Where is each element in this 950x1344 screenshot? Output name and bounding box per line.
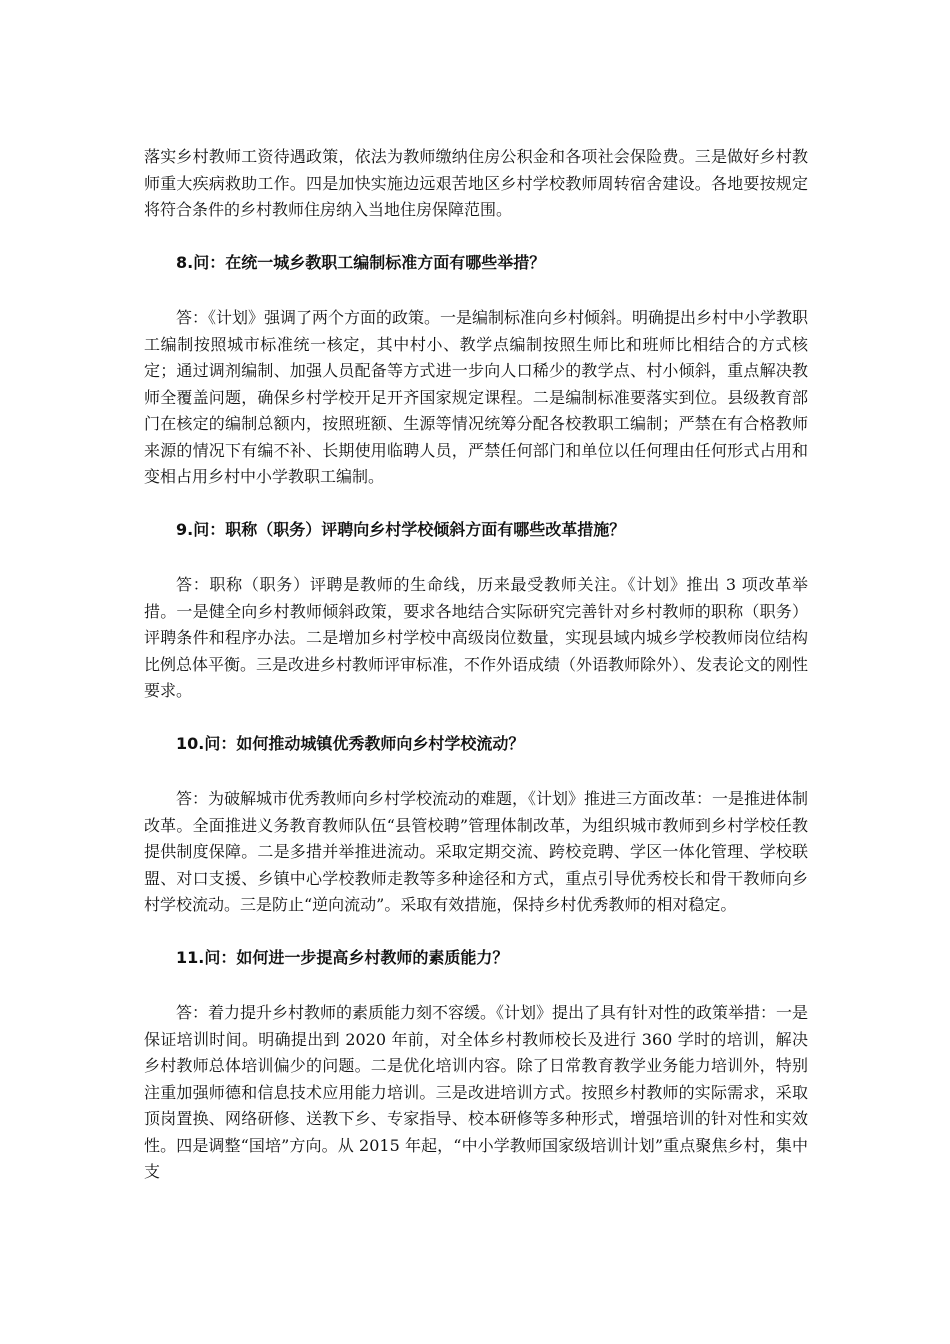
document-page <box>144 144 808 1186</box>
question-11: 11.问：如何进一步提高乡村教师的素质能力？ <box>176 947 509 967</box>
question-10: 10.问：如何推动城镇优秀教师向乡村学校流动？ <box>176 733 525 753</box>
question-8: 8.问：在统一城乡教职工编制标准方面有哪些举措？ <box>176 252 546 272</box>
answer-9: 答：职称（职务）评聘是教师的生命线，历来最受教师关注。《计划》推出 3 项改革举措。一是健全向乡村教师倾斜政策，要求各地结合实际研究完善针对乡村教师的职称（职务）评聘条件和程序办法。二是增加乡村学校中高级岗位数量，实现县域内城乡学校教师岗位结构比例总体平衡。三是改进乡村教师评审标准，不作外语成绩（外语教师除外）、发表论文的刚性要求。 <box>144 575 809 700</box>
answer-11: 答：着力提升乡村教师的素质能力刻不容缓。《计划》提出了具有针对性的政策举措：一是保证培训时间。明确提出到 2020 年前，对全体乡村教师校长及进行 360 学时的培训，解决乡村教师总体培训偏少的问题。二是优化培训内容。除了日常教育教学业务能力培训外，特别注重加强师德和信息技术应用能力培训。三是改进培训方式。按照乡村教师的实际需求，采取顶岗置换、网络研修、送教下乡、专家指导、校本研修等多种形式，增强培训的针对性和实效性。四是调整“国培”方向。从 2015 年起，“中小学教师国家级培训计划”重点聚焦乡村，集中支 <box>144 1003 809 1181</box>
question-9: 9.问：职称（职务）评聘向乡村学校倾斜方面有哪些改革措施？ <box>176 519 626 539</box>
answer-10: 答：为破解城市优秀教师向乡村学校流动的难题，《计划》推进三方面改革：一是推进体制改革。全面推进义务教育教师队伍“县管校聘”管理体制改革，为组织城市教师到乡村学校任教提供制度保障。二是多措并举推进流动。采取定期交流、跨校竞聘、学区一体化管理、学校联盟、对口支援、乡镇中心学校教师走教等多种途径和方式，重点引导优秀校长和骨干教师向乡村学校流动。三是防止“逆向流动”。采取有效措施，保持乡村优秀教师的相对稳定。 <box>144 789 809 914</box>
intro-paragraph: 落实乡村教师工资待遇政策，依法为教师缴纳住房公积金和各项社会保险费。三是做好乡村教师重大疾病救助工作。四是加快实施边远艰苦地区乡村学校教师周转宿舍建设。各地要按规定将符合条件的乡村教师住房纳入当地住房保障范围。 <box>144 147 808 219</box>
answer-8: 答：《计划》强调了两个方面的政策。一是编制标准向乡村倾斜。明确提出乡村中小学教职工编制按照城市标准统一核定，其中村小、教学点编制按照生师比和班师比相结合的方式核定；通过调剂编制、加强人员配备等方式进一步向人口稀少的教学点、村小倾斜，重点解决教师全覆盖问题，确保乡村学校开足开齐国家规定课程。二是编制标准要落实到位。县级教育部门在核定的编制总额内，按照班额、生源等情况统筹分配各校教职工编制；严禁在有合格教师来源的情况下有编不补、长期使用临聘人员，严禁任何部门和单位以任何理由任何形式占用和变相占用乡村中小学教职工编制。 <box>144 308 809 486</box>
